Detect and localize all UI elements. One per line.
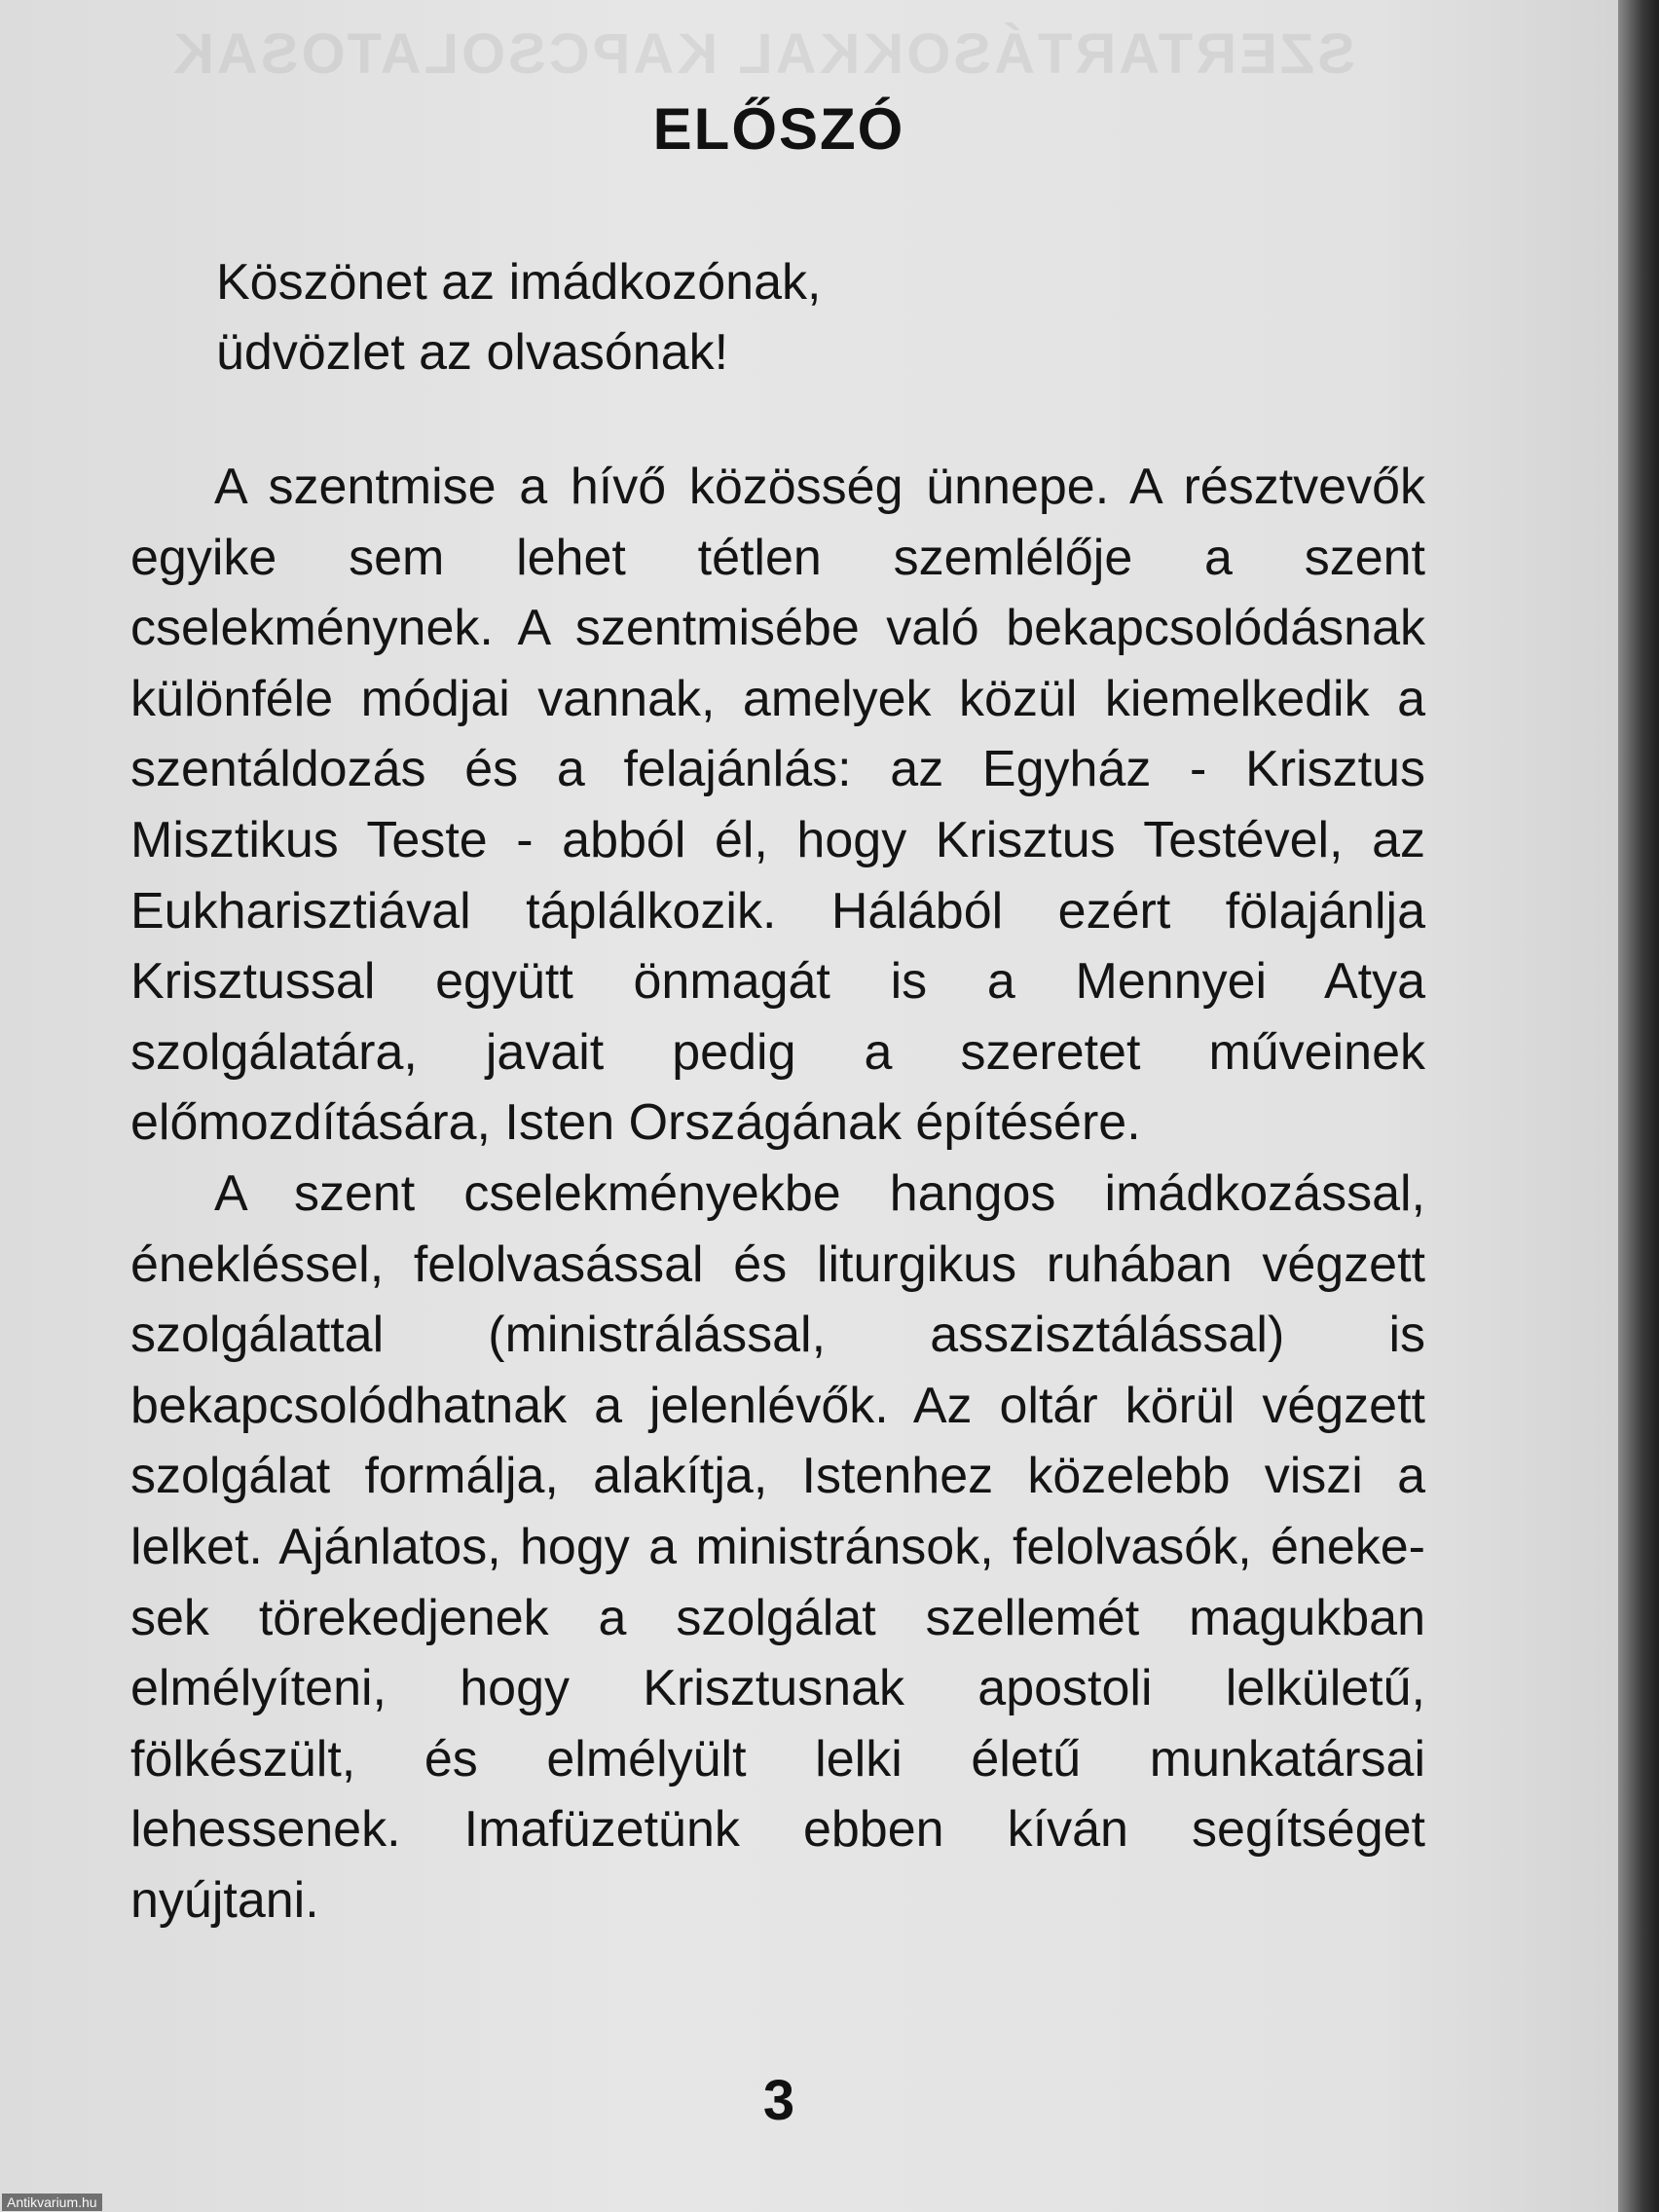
page-edge-shadow xyxy=(1618,0,1659,2212)
paragraph: A szentmise a hívő közösség ünnepe. A résztvevők egyike sem lehet tétlen szemlélője a szent cselekménynek. A szentmisébe való bekapcsolódásnak különféle módjai vannak, amelyek közül kiemelkedik a szentáldozás és a felajánlás: az Egyház - Krisztus Misztikus Teste - abból él, hogy Krisztus Testével, az Eukharisztiával táplálkozik. Hálából ezért fölajánlja Krisztussal együtt önmagát is a Mennyei Atya szolgálatára, javait pedig a szeretet műveinek előmozdítására, Isten Országának építésére. xyxy=(130,459,1425,1152)
paragraph: A szent cselekményekbe hangos imádkozással, énekléssel, felolvasással és liturgikus ruhában végzett szolgálattal (ministrálással, asszisztálással) is bekapcsolódhatnak a jelenlévők. Az oltár körül végzett szolgálat formálja, alakítja, Istenhez közelebb viszi a lelket. Ajánlatos, hogy a ministránsok, felolvasók, énekesek törekedjenek a szolgálat szellemét magukban elmélyíteni, hogy Krisztusnak apostoli lelkületű, fölkészült, és elmélyült lelki életű munkatársai lehessenek. Imafüzetünk ebben kíván segítséget nyújtani. xyxy=(130,1164,1425,1929)
bleed-through-text: SZERTARTÁSOKKAL KAPCSOLATOSAK xyxy=(170,22,1355,86)
greeting-block xyxy=(216,247,821,387)
greeting-line: Köszönet az imádkozónak, xyxy=(216,254,822,311)
page-title: ELŐSZÓ xyxy=(652,96,905,162)
greeting-line: üdvözlet az olvasónak! xyxy=(216,324,729,381)
body-text xyxy=(130,452,1425,1936)
watermark-label: Antikvarium.hu xyxy=(2,2194,102,2211)
page-number: 3 xyxy=(762,2069,795,2132)
